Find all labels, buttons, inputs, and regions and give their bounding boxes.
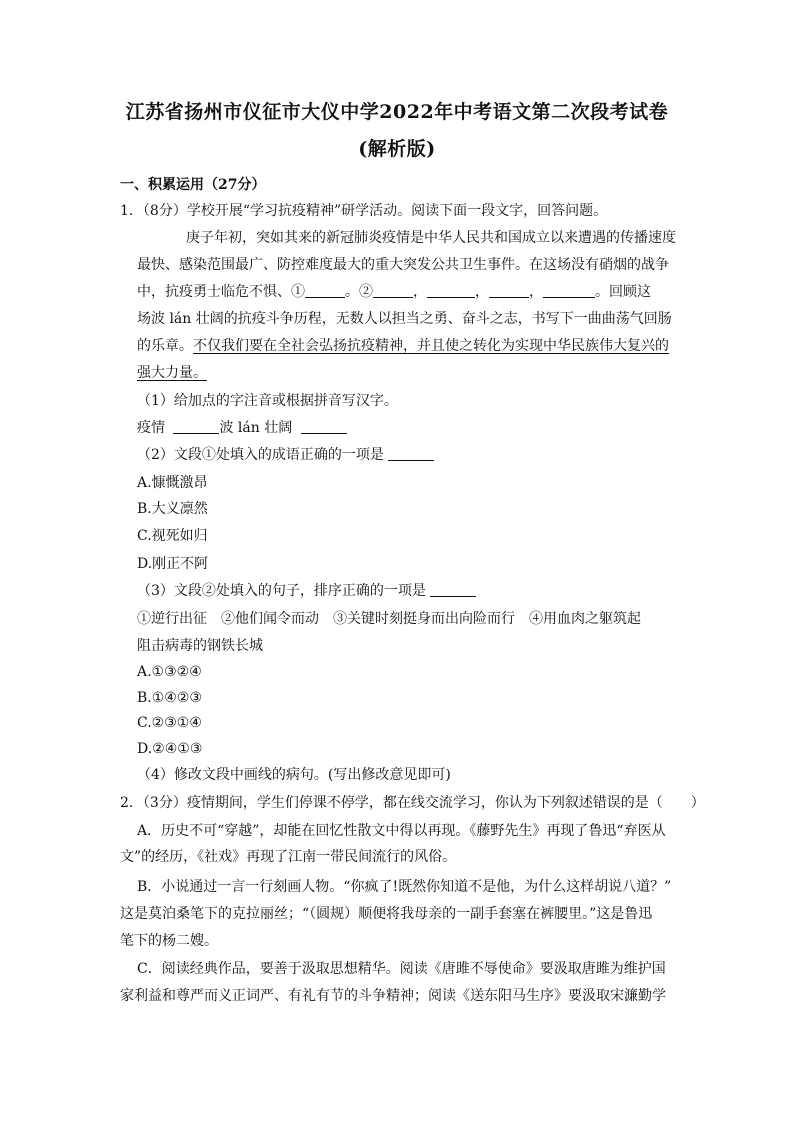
q2-option-a: A．历史不可“穿越”，却能在回忆性散文中得以再现。《藤野先生》再现了鲁迅“弃医从 [137,823,666,839]
q1-stem: 1．（8分）学校开展“学习抗疫精神”研学活动。阅读下面一段文字，回答问题。 [120,203,608,219]
page-title: 江苏省扬州市仪征市大仪中学2022年中考语文第二次段考试卷 [125,101,669,123]
option-item: A.①③②④ [137,664,202,680]
passage-text: 。② [345,284,373,300]
term-yiqing: 疫情 [137,420,165,436]
q2-option-b: 笔下的杨二嫂。 [120,933,218,949]
q1-passage-line: 最快、感染范围最广、防控难度最大的重大突发公共卫生事件。在这场没有硝烟的战争 [137,257,669,273]
answer-blank [388,446,434,461]
option-item: C.②③①④ [137,715,202,731]
q2-stem: 2．（3分）疫情期间，学生们停课不停学，都在线交流学习，你认为下列叙述错误的是（ ） [120,795,705,811]
passage-text: ， [529,284,543,300]
answer-blank [430,582,476,597]
q1-sub3-items: ①逆行出征 ②他们闻令而动 ③关键时刻挺身而出向险而行 ④用血肉之躯筑起 [137,611,641,627]
blank-2d [543,283,595,298]
term-bolan: 波 lán 壮阔 [219,420,293,436]
passage-text: 的乐章。 [137,338,193,354]
q1-sub2-text: （2）文段①处填入的成语正确的一项是 [137,447,384,463]
q1-sub1: （1）给加点的字注音或根据拼音写汉字。 [137,393,398,409]
q1-sub3 [137,581,476,601]
q2-option-c: 家利益和尊严而义正词严、有礼有节的斗争精神；阅读《送东阳马生序》要汲取宋濂勤学 [120,988,666,1004]
option-item: A.慷慨激昂 [137,475,208,491]
answer-blank [301,419,347,434]
q2-option-c: C．阅读经典作品，要善于汲取思想精华。阅读《唐雎不辱使命》要汲取唐雎为维护国 [137,961,666,977]
blank-1 [305,283,345,298]
blank-2c [489,283,529,298]
option-item: D.②④①③ [137,741,203,757]
option-item: D.刚正不阿 [137,556,209,572]
option-item: B.①④②③ [137,690,202,706]
q1-sub4: （4）修改文段中画线的病句。(写出修改意见即可) [137,767,451,783]
q2-option-b: 这是莫泊桑笔下的克拉丽丝；“（圆规）顺便将我母亲的一副手套塞在裤腰里。”这是鲁迅 [120,906,653,922]
q2-option-b: B．小说通过一言一行刻画人物。“你疯了!既然你知道不是他，为什么这样胡说八道？” [137,879,672,895]
q1-sub1-items [137,418,347,438]
option-item: B.大义凛然 [137,501,208,517]
answer-blank [173,419,219,434]
blank-2a [373,283,413,298]
q1-passage-line [137,282,651,302]
q1-sub2 [137,445,434,465]
passage-text: 中，抗疫勇士临危不惧、① [137,284,305,300]
q1-sub3-text: （3）文段②处填入的句子，排序正确的一项是 [137,583,426,599]
option-item: C.视死如归 [137,528,208,544]
underlined-sentence: 不仅我们要在全社会弘扬抗疫精神，并且使之转化为实现中华民族伟大复兴的 [193,338,669,354]
passage-text: ， [413,284,427,300]
q2-option-a: 文”的经历，《社戏》再现了江南一带民间流行的风俗。 [120,849,457,865]
q1-passage-line [137,336,669,356]
section-heading: 一、积累运用（27分） [120,177,266,193]
q1-passage-line: 场波 lán 壮阔的抗疫斗争历程，无数人以担当之勇、奋斗之志，书写下一曲曲荡气回肠 [137,311,672,327]
q1-passage-line: 庚子年初，突如其来的新冠肺炎疫情是中华人民共和国成立以来遭遇的传播速度 [186,230,676,246]
page-subtitle: (解析版) [358,138,436,160]
blank-2b [427,283,475,298]
passage-text: 。回顾这 [595,284,651,300]
underlined-sentence-end: 强大力量。 [137,365,207,381]
q1-sub3-items: 阻击病毒的钢铁长城 [137,638,263,654]
passage-text: ， [475,284,489,300]
